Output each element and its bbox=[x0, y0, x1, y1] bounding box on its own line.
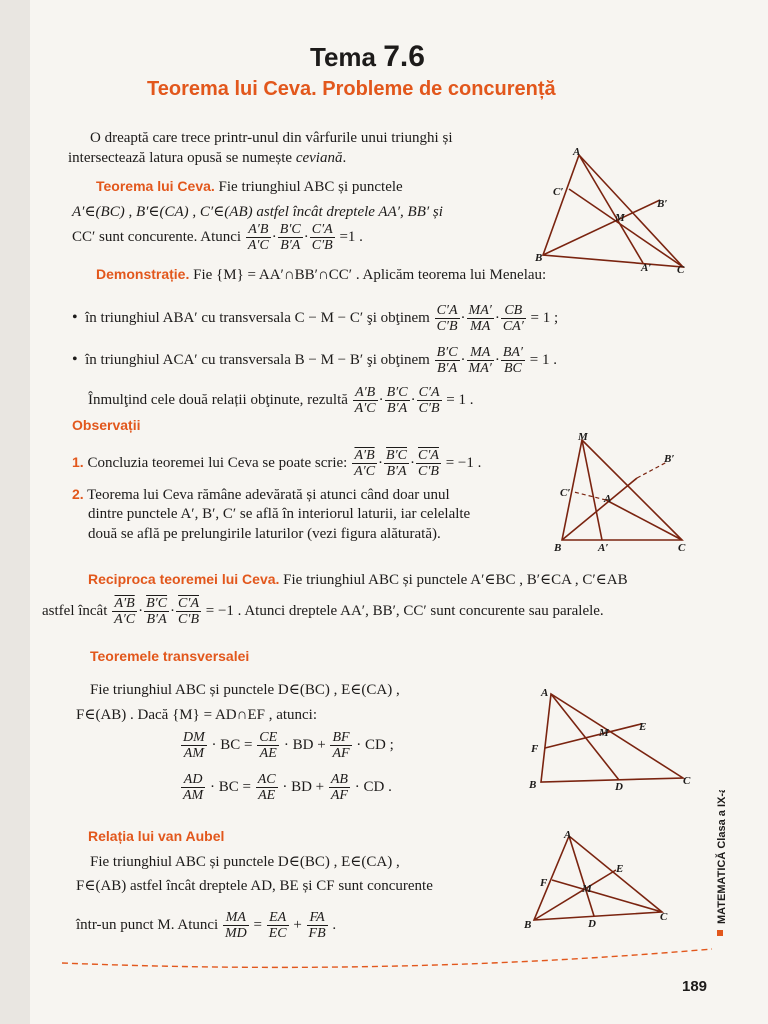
num: A′B bbox=[246, 222, 271, 238]
page-number: 189 bbox=[682, 978, 708, 995]
figure-transversal bbox=[523, 688, 698, 798]
sidebar-label bbox=[711, 790, 735, 960]
fig4-label-a: A bbox=[564, 830, 572, 841]
den: AM bbox=[183, 788, 204, 803]
den: AF bbox=[332, 746, 350, 761]
den: EC bbox=[268, 926, 287, 941]
converse-start: astfel încât bbox=[42, 602, 108, 619]
ceva-theorem-line-1 bbox=[96, 178, 403, 196]
den: C′B bbox=[178, 612, 199, 627]
ceva-theorem-label: Teorema lui Ceva. bbox=[96, 178, 215, 194]
f2-b: · BD + bbox=[282, 778, 325, 795]
aubel-eq: = bbox=[253, 916, 262, 933]
den: MD bbox=[224, 926, 247, 941]
den: C′B bbox=[436, 319, 458, 334]
fig3-label-c: C bbox=[683, 775, 691, 787]
fig1-label-a-prime: A′ bbox=[641, 262, 652, 274]
fig2-label-a-prime: A′ bbox=[598, 542, 609, 554]
frac-men1-1 bbox=[435, 303, 460, 334]
frac-ceva-1 bbox=[246, 222, 271, 253]
aubel-line-3 bbox=[76, 910, 336, 941]
sidebar-svg bbox=[711, 790, 735, 960]
num: AB bbox=[330, 772, 348, 787]
aubel-text: într-un punct M. Atunci bbox=[76, 916, 219, 933]
den: A′C bbox=[354, 464, 376, 479]
fig1-label-b: B bbox=[535, 252, 543, 264]
num: EA bbox=[267, 910, 289, 926]
aubel-label: Relația lui van Aubel bbox=[88, 828, 225, 844]
den: B′A bbox=[436, 361, 458, 376]
ceva-theorem-line-3: CC′ sunt concurente. Atunci $\frac{A'B}{A'C}$ · $\frac{B'C}{B'A}$ · $\frac{C'A}{C'B}$ =1 . bbox=[72, 222, 363, 253]
den: C′B bbox=[418, 464, 439, 479]
ceva-theorem-line-3-text: CC′ sunt concurente. Atunci bbox=[72, 228, 242, 245]
fig1-label-m: M bbox=[615, 212, 625, 224]
num: AD bbox=[181, 772, 205, 788]
num: C′A bbox=[311, 222, 333, 237]
num: BA′ bbox=[502, 345, 523, 360]
frac-men2-3 bbox=[501, 345, 525, 376]
frac-men1-2 bbox=[467, 303, 494, 334]
den: CA′ bbox=[502, 319, 524, 334]
tema-heading bbox=[310, 40, 425, 74]
num: MA′ bbox=[468, 303, 492, 318]
num: B′C bbox=[279, 222, 301, 237]
frac-ea bbox=[267, 910, 289, 941]
intro-line-2-text: intersectează latura opusă se numește bbox=[68, 150, 296, 166]
ceva-theorem-text: Fie triunghiul ABC și punctele bbox=[214, 179, 403, 195]
den: A′C bbox=[247, 238, 269, 253]
num: C′A bbox=[178, 596, 199, 611]
fig3-label-a: A bbox=[541, 688, 549, 699]
proof-bullet-1: • în triunghiul ABA′ cu transversala C − M − C′ şi obţinem $\frac{C'A}{C'B}$ · $\frac{MA'}{MA}$ · $\frac{CB}{CA'}$ = 1 ; bbox=[72, 303, 559, 334]
num: C′A bbox=[418, 385, 440, 400]
num: MA bbox=[467, 345, 494, 361]
den: FB bbox=[308, 926, 326, 941]
aubel-end: . bbox=[332, 916, 337, 933]
fig4-label-f: F bbox=[540, 877, 548, 889]
den: C′B bbox=[311, 238, 333, 253]
frac-ab bbox=[329, 772, 350, 803]
transversal-formula-2 bbox=[180, 772, 392, 803]
obs-2-text-1: Teorema lui Ceva rămâne adevărată și atunci când doar unul bbox=[87, 487, 450, 503]
frac-conv-2 bbox=[144, 596, 169, 627]
converse-label: Reciproca teoremei lui Ceva. bbox=[88, 571, 280, 587]
proof-multiply: Înmulţind cele două relații obţinute, rezultă $\frac{A'B}{A'C}$ · $\frac{B'C}{B'A}$ · $\frac{C'A}{C'B}$ = 1 . bbox=[88, 385, 474, 416]
bullet-2-end: = 1 . bbox=[529, 351, 557, 368]
proof-bullet-2: • în triunghiul ACA′ cu transversala B − M − B′ şi obţinem $\frac{B'C}{B'A}$ · $\frac{MA}{MA'}$ · $\frac{BA'}{BC}$ = 1 . bbox=[72, 345, 557, 376]
converse-line-2: astfel încât $\frac{A'B}{A'C}$ · $\frac{B'C}{B'A}$ · $\frac{C'A}{C'B}$ = −1 . Atunci dreptele AA′, BB′, CC′ sunt concurente sau paralele. bbox=[42, 596, 604, 627]
num: BF bbox=[332, 730, 350, 745]
multiply-end: = 1 . bbox=[446, 391, 474, 408]
num: B′C bbox=[386, 385, 408, 400]
num: MA bbox=[223, 910, 249, 926]
ceva-theorem-line-2: A′∈(BC) , B′∈(CA) , C′∈(AB) astfel încât dreptele AA′, BB′ și bbox=[72, 204, 443, 220]
frac-dm bbox=[181, 730, 207, 761]
intro-line-2 bbox=[68, 150, 346, 167]
fig2-label-c: C bbox=[678, 542, 686, 554]
transversal-line-1: Fie triunghiul ABC și punctele D∈(BC) , E∈(CA) , bbox=[90, 682, 400, 698]
observation-1: 1. Concluzia teoremei lui Ceva se poate scrie: $\frac{A'B}{A'C}$ · $\frac{B'C}{B'A}$ · $\frac{C'A}{C'B}$ = −1 . bbox=[72, 448, 482, 479]
figure-van-aubel bbox=[524, 830, 674, 930]
fig1-label-b-prime: B′ bbox=[657, 198, 668, 210]
intro-end: . bbox=[342, 150, 347, 166]
ceva-eq-end: =1 . bbox=[339, 228, 363, 245]
figure-ceva-external bbox=[552, 430, 692, 555]
den: MA bbox=[470, 319, 491, 334]
sidebar-square bbox=[717, 930, 723, 936]
frac-obs-1 bbox=[352, 448, 377, 479]
fig3-label-d: D bbox=[615, 781, 623, 793]
fig3-label-f: F bbox=[531, 743, 539, 755]
fig3-label-m: M bbox=[599, 727, 609, 739]
bullet-1-end: = 1 ; bbox=[530, 309, 559, 326]
f1-a: · BC = bbox=[211, 736, 253, 753]
frac-ceva-3 bbox=[310, 222, 335, 253]
fig1-label-c-prime: C′ bbox=[553, 186, 564, 198]
observation-2-line-1 bbox=[72, 486, 450, 504]
den: MA′ bbox=[468, 361, 492, 376]
frac-prod-2 bbox=[385, 385, 410, 416]
fig4-label-d: D bbox=[588, 918, 596, 930]
frac-obs-2 bbox=[384, 448, 409, 479]
obs-1-end: = −1 . bbox=[445, 454, 482, 471]
aubel-plus: + bbox=[293, 916, 302, 933]
frac-men2-2 bbox=[467, 345, 494, 376]
frac-ac bbox=[256, 772, 278, 803]
f2-c: · CD . bbox=[354, 778, 392, 795]
obs-1-text: Concluzia teoremei lui Ceva se poate scrie: bbox=[87, 454, 348, 471]
num: CE bbox=[259, 730, 278, 745]
bullet-dot: • bbox=[72, 350, 78, 368]
ceviana-term: ceviană bbox=[295, 150, 343, 166]
transversal-line-2: F∈(AB) . Dacă {M} = AD∩EF , atunci: bbox=[76, 707, 318, 723]
den: B′A bbox=[387, 401, 408, 416]
frac-fa bbox=[307, 910, 328, 941]
den: AE bbox=[259, 746, 277, 761]
bullet-1-text: în triunghiul ABA′ cu transversala C − M − C′ şi obţinem bbox=[85, 309, 430, 326]
frac-prod-3 bbox=[417, 385, 442, 416]
f2-a: · BC = bbox=[209, 778, 251, 795]
bullet-dot: • bbox=[72, 308, 78, 326]
frac-prod-1 bbox=[353, 385, 378, 416]
proof-label: Demonstrație. bbox=[96, 266, 190, 282]
proof-line bbox=[96, 266, 546, 284]
fig3-label-b: B bbox=[529, 779, 537, 791]
aubel-line-2: F∈(AB) astfel încât dreptele AD, BE și CF sunt concurente bbox=[76, 878, 433, 894]
fig2-label-c-prime: C′ bbox=[560, 487, 571, 499]
frac-ma bbox=[223, 910, 249, 941]
footer-divider bbox=[60, 945, 715, 975]
den: AM bbox=[183, 746, 204, 761]
fig4-label-e: E bbox=[616, 863, 624, 875]
den: A′C bbox=[114, 612, 136, 627]
transversal-formula-1 bbox=[180, 730, 394, 761]
observation-2-line-3: două se află pe prelungirile laturilor (vezi figura alăturată). bbox=[88, 526, 441, 542]
intro-line-1: O dreaptă care trece printr-unul din vârfurile unui triunghi și bbox=[90, 130, 453, 146]
frac-conv-3 bbox=[176, 596, 201, 627]
figure-ceva-triangle bbox=[525, 145, 700, 275]
proof-text: Fie {M} = AA′∩BB′∩CC′ . Aplicăm teorema lui Menelau: bbox=[189, 267, 547, 283]
observations-label: Observații bbox=[72, 417, 141, 433]
num: FA bbox=[307, 910, 328, 926]
num: B′C bbox=[386, 448, 407, 463]
fig2-label-a: A bbox=[604, 493, 612, 505]
den: C′B bbox=[418, 401, 440, 416]
fig1-label-a: A bbox=[573, 146, 581, 158]
den: BC bbox=[503, 361, 522, 376]
num: C′A bbox=[436, 303, 458, 318]
den: B′A bbox=[386, 464, 407, 479]
aubel-line-1: Fie triunghiul ABC și punctele D∈(BC) , E∈(CA) , bbox=[90, 854, 400, 870]
frac-obs-3 bbox=[416, 448, 441, 479]
sidebar-text: MATEMATICĂ Clasa a IX-a bbox=[716, 790, 728, 924]
fig2-label-m: M bbox=[578, 431, 588, 443]
frac-ce bbox=[257, 730, 279, 761]
fig1-label-c: C bbox=[677, 264, 685, 275]
fig2-label-b: B bbox=[554, 542, 562, 554]
multiply-text: Înmulţind cele două relații obţinute, rezultă bbox=[88, 391, 348, 408]
converse-text-1: Fie triunghiul ABC și punctele A′∈BC , B′∈CA , C′∈AB bbox=[279, 572, 628, 588]
frac-men2-1 bbox=[435, 345, 460, 376]
num: AC bbox=[257, 772, 276, 787]
num: B′C bbox=[436, 345, 458, 360]
converse-line-1 bbox=[88, 570, 628, 589]
fig4-label-c: C bbox=[660, 911, 668, 923]
fig4-label-m: M bbox=[582, 883, 592, 895]
num: CB bbox=[501, 303, 526, 319]
textbook-page bbox=[30, 0, 768, 1024]
f1-b: · BD + bbox=[283, 736, 326, 753]
obs-1-number: 1. bbox=[72, 453, 84, 470]
tema-word: Tema bbox=[310, 42, 376, 72]
frac-ceva-2 bbox=[278, 222, 303, 253]
fig2-label-b-prime: B′ bbox=[664, 453, 675, 465]
num: DM bbox=[183, 730, 205, 745]
den: B′A bbox=[146, 612, 167, 627]
frac-bf bbox=[330, 730, 351, 761]
bullet-2-text: în triunghiul ACA′ cu transversala B − M − B′ şi obţinem bbox=[85, 351, 430, 368]
fig3-label-e: E bbox=[639, 721, 647, 733]
num: A′B bbox=[352, 448, 377, 464]
den: AF bbox=[330, 788, 348, 803]
den: A′C bbox=[354, 401, 376, 416]
transversal-label: Teoremele transversalei bbox=[90, 648, 250, 664]
num: A′B bbox=[353, 385, 378, 401]
num: B′C bbox=[146, 596, 168, 611]
den: AE bbox=[258, 788, 276, 803]
page-subtitle: Teorema lui Ceva. Probleme de concurență bbox=[147, 78, 556, 100]
num: A′B bbox=[112, 596, 137, 612]
frac-men1-3 bbox=[501, 303, 526, 334]
den: B′A bbox=[280, 238, 301, 253]
frac-conv-1 bbox=[112, 596, 137, 627]
tema-number: 7.6 bbox=[383, 40, 425, 73]
num: C′A bbox=[418, 448, 439, 463]
f1-c: · CD ; bbox=[356, 736, 394, 753]
frac-ad bbox=[181, 772, 205, 803]
converse-end: = −1 . Atunci dreptele AA′, BB′, CC′ sunt concurente sau paralele. bbox=[205, 602, 604, 619]
fig4-label-b: B bbox=[524, 919, 532, 930]
obs-2-number: 2. bbox=[72, 486, 84, 502]
observation-2-line-2: dintre punctele A′, B′, C′ se află în interiorul laturii, iar celelalte bbox=[88, 506, 471, 522]
